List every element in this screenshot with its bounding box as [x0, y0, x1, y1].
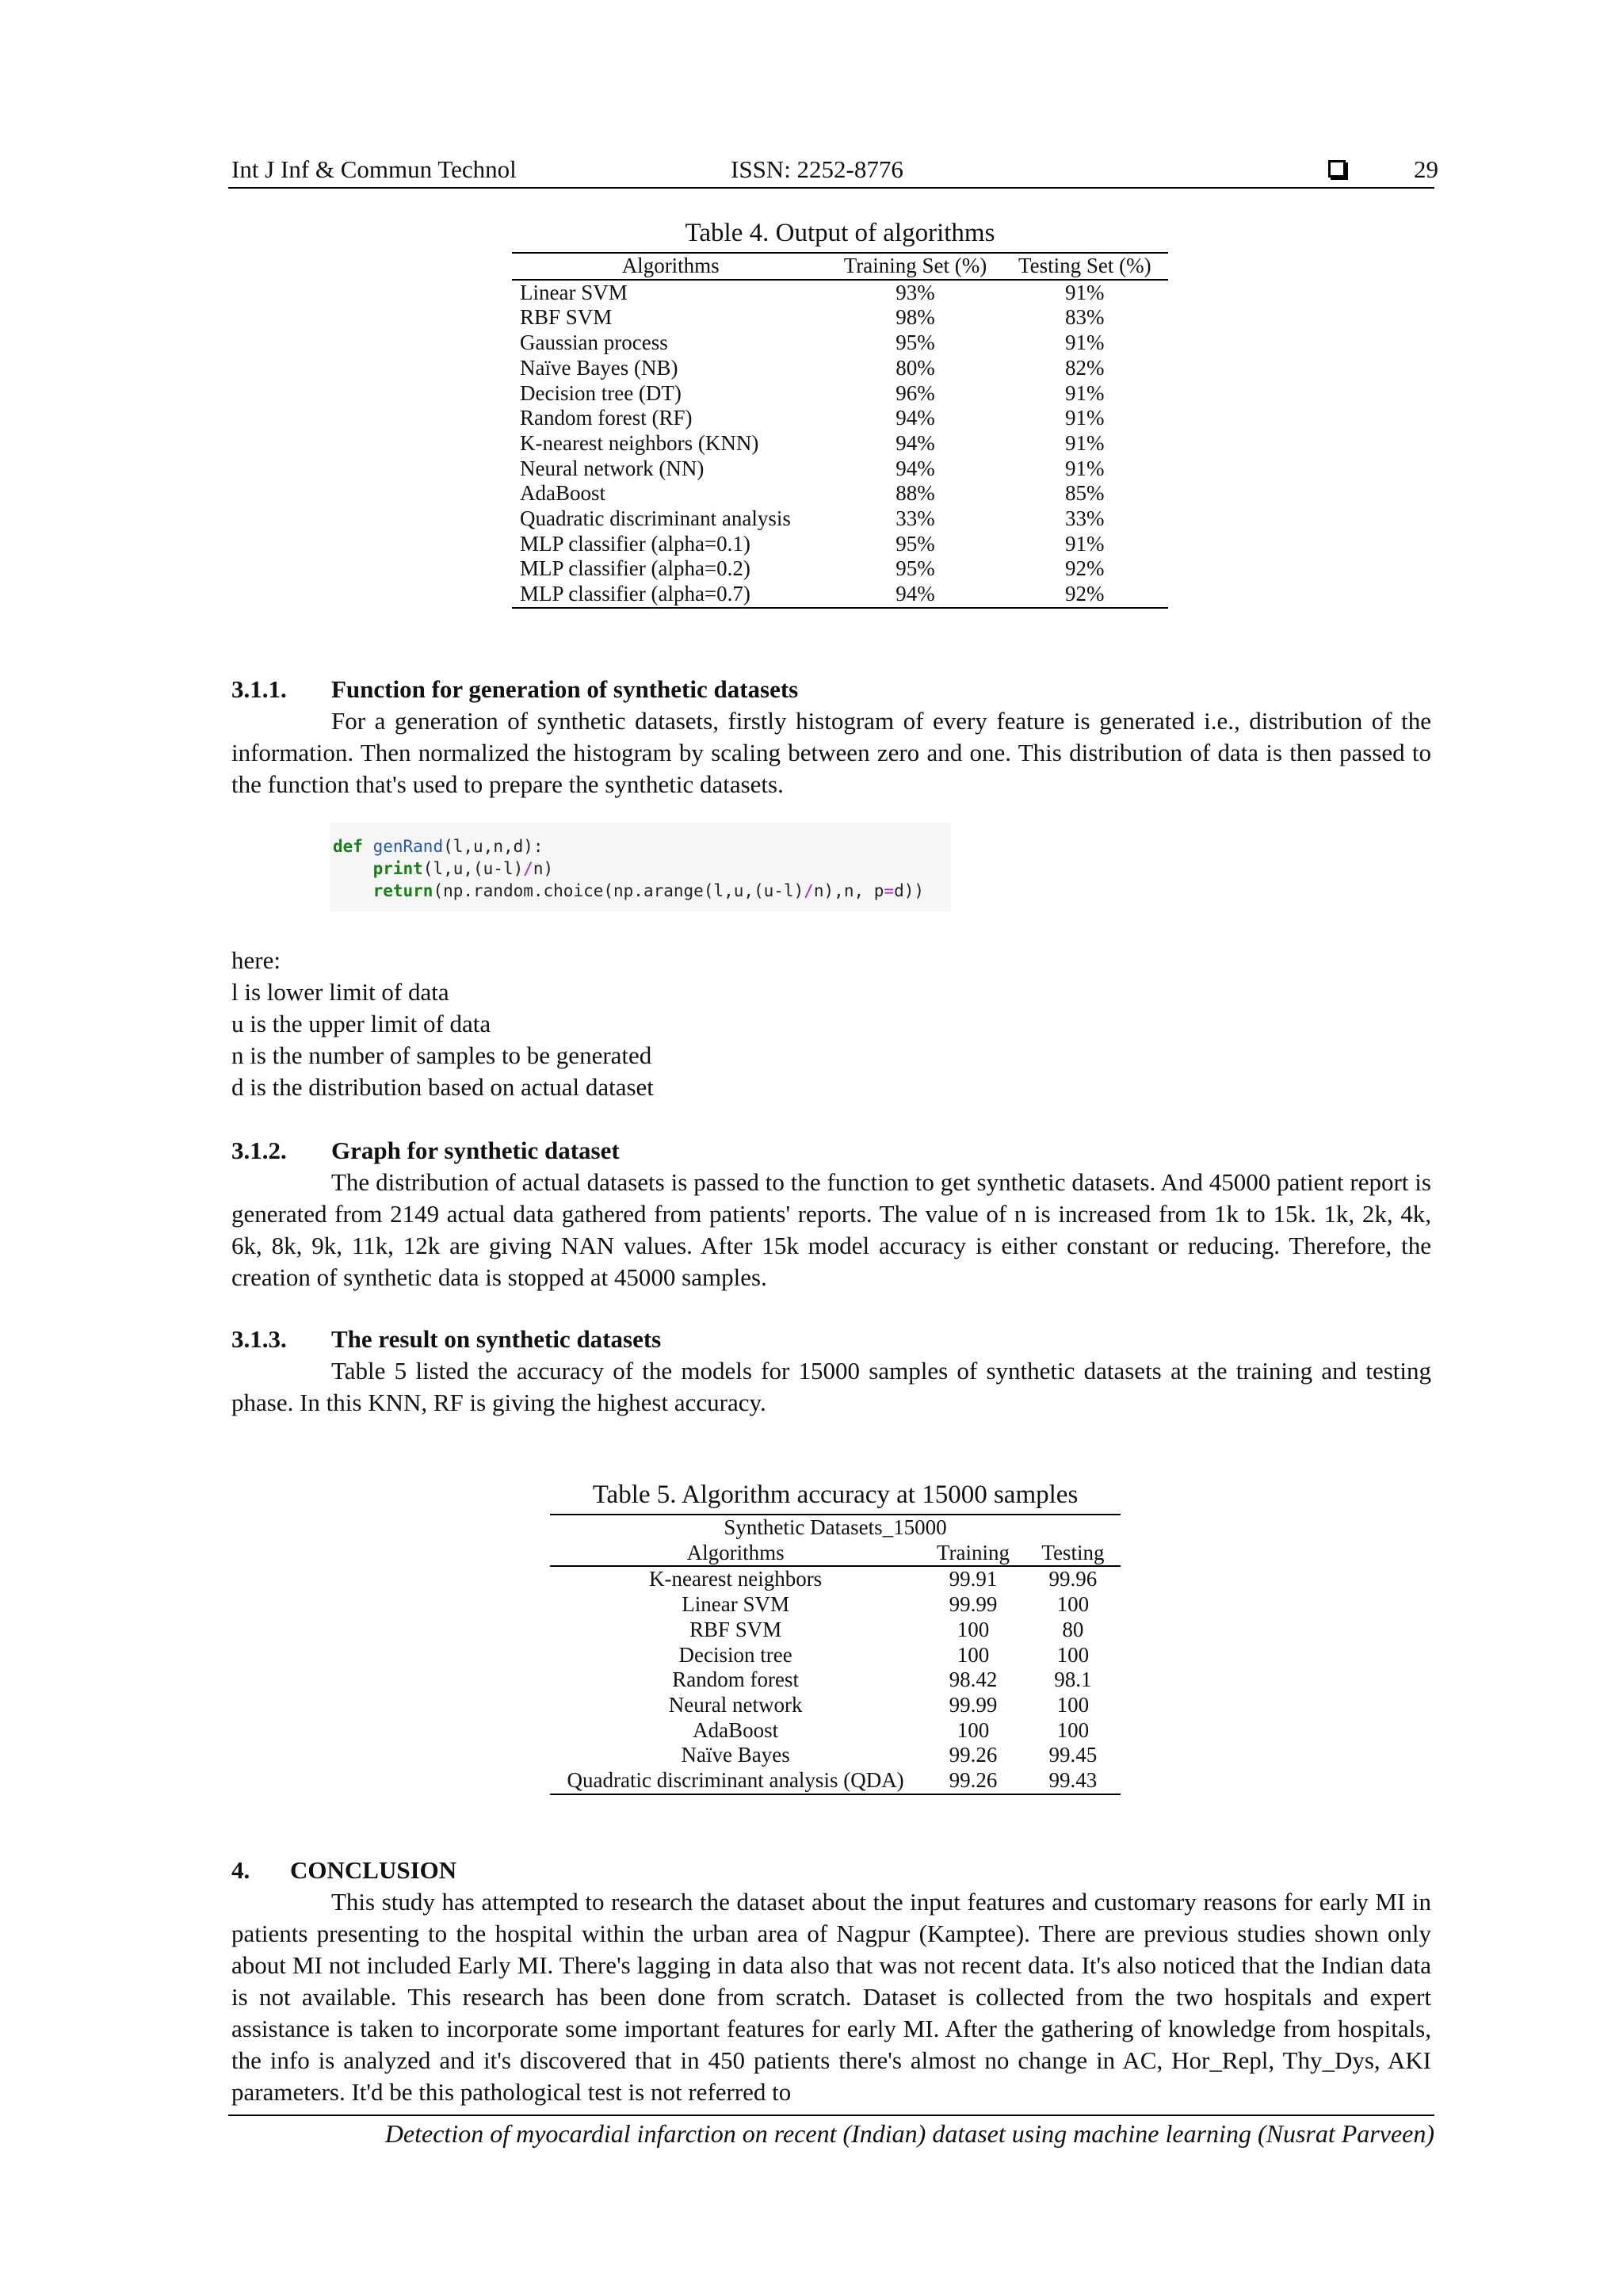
table-cell-algorithm: Naïve Bayes [681, 1743, 790, 1767]
code-keyword: def [333, 837, 363, 856]
code-params: (l,u,n,d): [443, 837, 544, 856]
table4-header: Algorithms [621, 254, 720, 277]
table-cell-value: 94% [896, 430, 935, 455]
table-row [550, 1693, 1121, 1718]
table-cell-algorithm: MLP classifier (alpha=0.2) [520, 556, 750, 581]
table5-body [550, 1566, 1121, 1794]
table-cell-value: 100 [957, 1617, 990, 1641]
table-row [550, 1618, 1121, 1643]
table-cell-algorithm: Quadratic discriminant analysis (QDA) [567, 1768, 904, 1793]
running-footer: Detection of myocardial infarction on recent (Indian) dataset using machine learning (Nusrat Parveen) [384, 2119, 1434, 2148]
table-row [550, 1643, 1121, 1668]
table-row [550, 1743, 1121, 1768]
section-title: CONCLUSION [290, 1856, 457, 1884]
code-operator: / [804, 881, 814, 900]
code-text: n),n, p [813, 881, 884, 900]
table-cell-value: 83% [1065, 305, 1105, 330]
table-cell-value: 94% [896, 456, 935, 480]
table-row [512, 457, 1168, 482]
table-cell-value: 98.1 [1054, 1668, 1092, 1692]
box-icon [1328, 160, 1346, 181]
table-cell-value: 96% [896, 380, 935, 405]
table-cell-algorithm: AdaBoost [693, 1717, 779, 1742]
section-number: 4. [231, 1856, 250, 1884]
table-cell-value: 98.42 [949, 1668, 998, 1692]
table-row [550, 1668, 1121, 1693]
table-row [512, 280, 1168, 306]
table-cell-value: 99.96 [1048, 1567, 1098, 1591]
table-cell-value: 100 [957, 1642, 990, 1667]
table5 [550, 1514, 1121, 1795]
table-cell-value: 98% [896, 305, 935, 330]
table-row [550, 1718, 1121, 1744]
code-keyword: print [372, 859, 423, 878]
table-cell-algorithm: Linear SVM [520, 280, 628, 304]
journal-name: Int J Inf & Commun Technol [231, 155, 517, 183]
section-3-1-1-body: For a generation of synthetic datasets, firstly histogram of every feature is generated i.e., distribution of the information. Then normalized the histogram by scaling between zero and one. This distribution of data is then passed to the function that's used to prepare the synthetic datasets. [231, 707, 1431, 798]
table5-caption: Table 5. Algorithm accuracy at 15000 samples [592, 1480, 1079, 1509]
section-number: 3.1.3. [231, 1325, 287, 1353]
table-cell-algorithm: Quadratic discriminant analysis [520, 506, 791, 531]
table-cell-value: 100 [1056, 1642, 1090, 1667]
code-operator: = [884, 881, 895, 900]
table-cell-value: 99.45 [1048, 1743, 1098, 1767]
table-cell-algorithm: Neural network (NN) [520, 456, 705, 480]
section-3-1-2-body: The distribution of actual datasets is passed to the function to get synthetic datasets. And 45000 patient report is generated from 2149 actual data gathered from patients' reports. The value of n is increased from 1k to 15k. 1k, 2k, 4k, 6k, 8k, 9k, 11k, 12k are giving NAN values. After 15k model accuracy is either constant or reducing. Therefore, the creation of synthetic data is stopped at 45000 samples. [231, 1168, 1431, 1291]
table-cell-value: 91% [1065, 456, 1105, 480]
table-cell-value: 95% [896, 531, 935, 556]
table-cell-value: 33% [1065, 506, 1105, 531]
table4-header: Training Set (%) [843, 254, 987, 277]
table-cell-value: 91% [1065, 380, 1105, 405]
code-text: d)) [894, 881, 924, 900]
table-cell-value: 100 [957, 1717, 990, 1742]
table-row [512, 305, 1168, 330]
table-cell-value: 91% [1065, 330, 1105, 355]
header-rule [228, 187, 1434, 189]
section-number: 3.1.2. [231, 1137, 287, 1164]
table-cell-value: 91% [1065, 406, 1105, 430]
table-cell-value: 94% [896, 582, 935, 606]
code-keyword: return [372, 881, 433, 900]
code-text: n) [533, 859, 554, 878]
table-cell-algorithm: RBF SVM [520, 305, 613, 330]
footer-rule [228, 2115, 1434, 2116]
variable-desc: n is the number of samples to be generated [231, 1041, 652, 1069]
table-cell-algorithm: Random forest [672, 1668, 799, 1692]
issn: ISSN: 2252-8776 [731, 155, 903, 183]
table4-caption: Table 4. Output of algorithms [685, 219, 995, 247]
section-3-1-1-heading [231, 675, 798, 704]
table-cell-algorithm: MLP classifier (alpha=0.1) [520, 531, 750, 556]
table-cell-value: 99.26 [949, 1743, 998, 1767]
table-row [550, 1768, 1121, 1794]
variables-intro: here: [231, 946, 281, 974]
section-4-body: This study has attempted to research the dataset about the input features and customary reasons for early MI in patients presenting to the hospital within the urban area of Nagpur (Kamptee). There are previous studies shown only about MI not included Early MI. There's lagging in data also that was not recent data. It's also noticed that the Indian data is not available. This research has been done from scratch. Dataset is collected from the two hospitals and expert assistance is taken to incorporate some important features for early MI. After the gathering of knowledge from hospitals, the info is analyzed and it's discovered that in 450 patients there's almost no change in AC, Hor_Repl, Thy_Dys, AKI parameters. It'd be this pathological test is not referred to [231, 1888, 1431, 2106]
table-cell-value: 100 [1056, 1692, 1090, 1717]
table-cell-value: 94% [896, 406, 935, 430]
table4 [512, 252, 1168, 609]
section-title: Graph for synthetic dataset [331, 1137, 620, 1164]
page-number: 29 [1414, 155, 1438, 183]
table4-body [512, 280, 1168, 608]
table-cell-algorithm: Neural network [668, 1692, 803, 1717]
table-cell-value: 92% [1065, 556, 1105, 581]
section-3-1-3-body: Table 5 listed the accuracy of the models for 15000 samples of synthetic datasets at the training and testing phase. In this KNN, RF is giving the highest accuracy. [231, 1357, 1431, 1416]
code-operator: / [523, 859, 533, 878]
table-row [512, 381, 1168, 407]
table-cell-value: 91% [1065, 430, 1105, 455]
section-4-heading [231, 1856, 456, 1885]
table-row [512, 330, 1168, 356]
table-cell-value: 91% [1065, 280, 1105, 304]
table-cell-algorithm: AdaBoost [520, 481, 605, 506]
table-cell-value: 95% [896, 330, 935, 355]
table5-header: Training [937, 1540, 1010, 1564]
table-cell-algorithm: Random forest (RF) [520, 406, 693, 430]
variable-desc: d is the distribution based on actual dataset [231, 1073, 654, 1101]
table-cell-value: 99.43 [1048, 1768, 1098, 1793]
table-cell-value: 95% [896, 556, 935, 581]
table-cell-value: 91% [1065, 531, 1105, 556]
table-cell-algorithm: Decision tree [678, 1642, 792, 1667]
table-cell-value: 99.26 [949, 1768, 998, 1793]
table-cell-value: 85% [1065, 481, 1105, 506]
table-row [512, 582, 1168, 608]
table-cell-value: 92% [1065, 582, 1105, 606]
table-cell-algorithm: Naïve Bayes (NB) [520, 355, 678, 380]
table-row [512, 532, 1168, 557]
code-function-name: genRand [372, 837, 444, 856]
table-row [512, 481, 1168, 506]
table-cell-algorithm: K-nearest neighbors [649, 1567, 823, 1591]
table-cell-value: 33% [896, 506, 935, 531]
table-cell-algorithm: K-nearest neighbors (KNN) [520, 430, 759, 455]
code-text: (np.random.choice(np.arange(l,u,(u-l) [433, 881, 804, 900]
table-cell-algorithm: Gaussian process [520, 330, 668, 355]
table-cell-value: 99.99 [949, 1692, 998, 1717]
section-title: The result on synthetic datasets [331, 1325, 662, 1353]
table-cell-value: 93% [896, 280, 935, 304]
table-row [512, 506, 1168, 532]
table-row [512, 356, 1168, 381]
table-row [512, 556, 1168, 582]
table-cell-value: 100 [1056, 1592, 1090, 1617]
table-cell-value: 82% [1065, 355, 1105, 380]
table-cell-value: 99.91 [949, 1567, 998, 1591]
table-row [512, 406, 1168, 431]
table-cell-algorithm: Linear SVM [682, 1592, 789, 1617]
table-cell-value: 80 [1062, 1617, 1084, 1641]
table5-group-header: Synthetic Datasets_15000 [724, 1515, 947, 1539]
table-cell-value: 100 [1056, 1717, 1090, 1742]
section-3-1-2-heading [231, 1137, 620, 1165]
table-cell-algorithm: RBF SVM [689, 1617, 782, 1641]
table5-header: Algorithms [686, 1540, 785, 1564]
table-cell-value: 99.99 [949, 1592, 998, 1617]
table-row [550, 1566, 1121, 1592]
code-snippet [330, 823, 951, 911]
table-row [550, 1592, 1121, 1618]
section-3-1-3-heading [231, 1325, 661, 1354]
variable-desc: u is the upper limit of data [231, 1010, 491, 1037]
table4-header: Testing Set (%) [1018, 254, 1151, 277]
table-cell-algorithm: Decision tree (DT) [520, 380, 682, 405]
table-row [512, 431, 1168, 457]
table5-header: Testing [1041, 1540, 1105, 1564]
code-text: (l,u,(u-l) [422, 859, 524, 878]
table-cell-value: 88% [896, 481, 935, 506]
table-cell-value: 80% [896, 355, 935, 380]
section-number: 3.1.1. [231, 675, 287, 703]
table-cell-algorithm: MLP classifier (alpha=0.7) [520, 582, 750, 606]
section-title: Function for generation of synthetic datasets [331, 675, 799, 703]
variable-desc: l is lower limit of data [231, 978, 449, 1006]
